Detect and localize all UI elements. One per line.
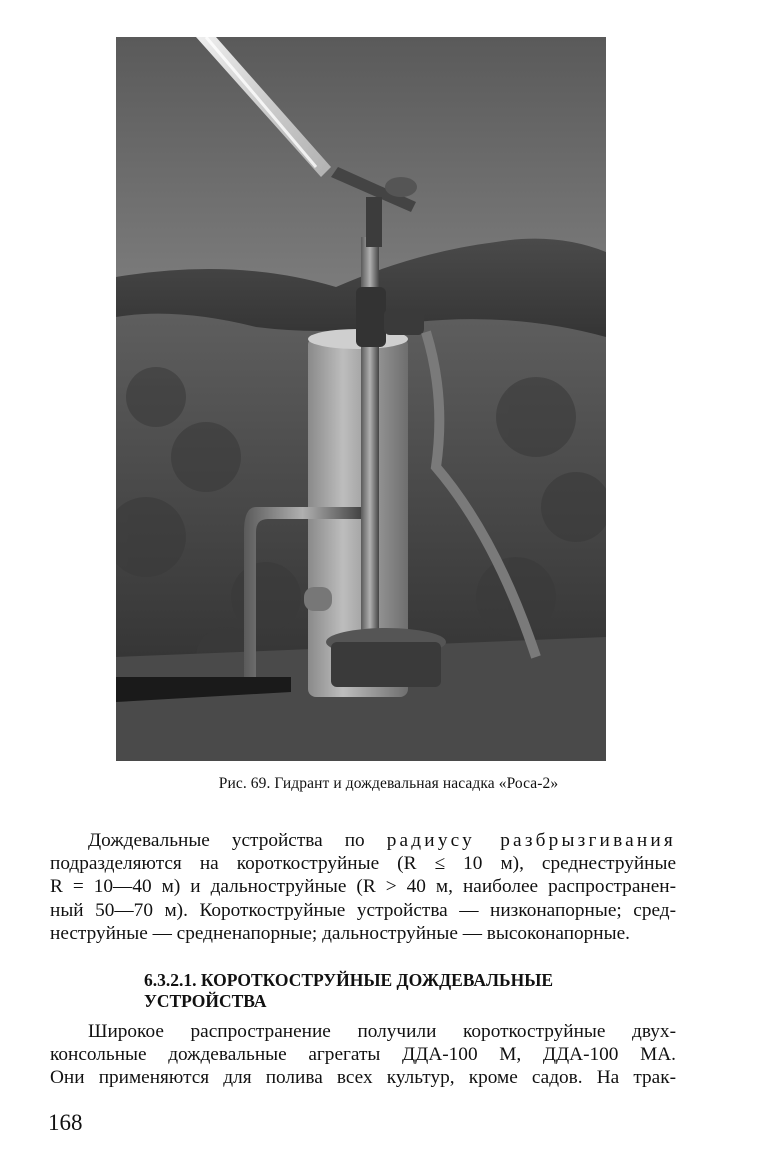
figure-photo: [116, 37, 606, 761]
para1-line-4: ный 50—70 м). Короткоструйные устройства — низконапорные; сред-: [50, 899, 676, 921]
para2-line-2: консольные дождевальные агрегаты ДДА-100 М, ДДА-100 МА.: [50, 1044, 676, 1066]
page-number: 168: [48, 1110, 83, 1135]
paragraph-short-jet: [50, 1020, 676, 1090]
para1-line-5: неструйные — средненапорные; дальноструйные — высоконапорные.: [50, 922, 630, 944]
paragraph-sprinkler-radius: [50, 829, 676, 945]
hydrant-photo-image: [116, 37, 606, 761]
para1-line-1-text: Дождевальные устройства по: [88, 830, 387, 851]
para1-line-2: подразделяются на короткоструйные (R ≤ 10 м), среднеструйные: [50, 853, 676, 875]
figure-caption: Рис. 69. Гидрант и дождевальная насадка «Роса-2»: [218, 775, 559, 792]
heading-line-2: УСТРОЙСТВА: [144, 991, 267, 1011]
section-heading: [144, 970, 644, 1012]
para2-line-3: Они применяются для полива всех культур, кроме садов. На трак-: [50, 1067, 676, 1089]
para2-line-1: Широкое распространение получили короткоструйные двух-: [88, 1021, 676, 1042]
para1-line-1: [50, 829, 676, 852]
para1-emphasis: радиусу разбрызгивания: [386, 830, 676, 851]
heading-line-1: 6.3.2.1. КОРОТКОСТРУЙНЫЕ ДОЖДЕВАЛЬНЫЕ: [144, 970, 554, 990]
para1-line-3: R = 10—40 м) и дальноструйные (R > 40 м, наиболее распространен-: [50, 876, 676, 898]
